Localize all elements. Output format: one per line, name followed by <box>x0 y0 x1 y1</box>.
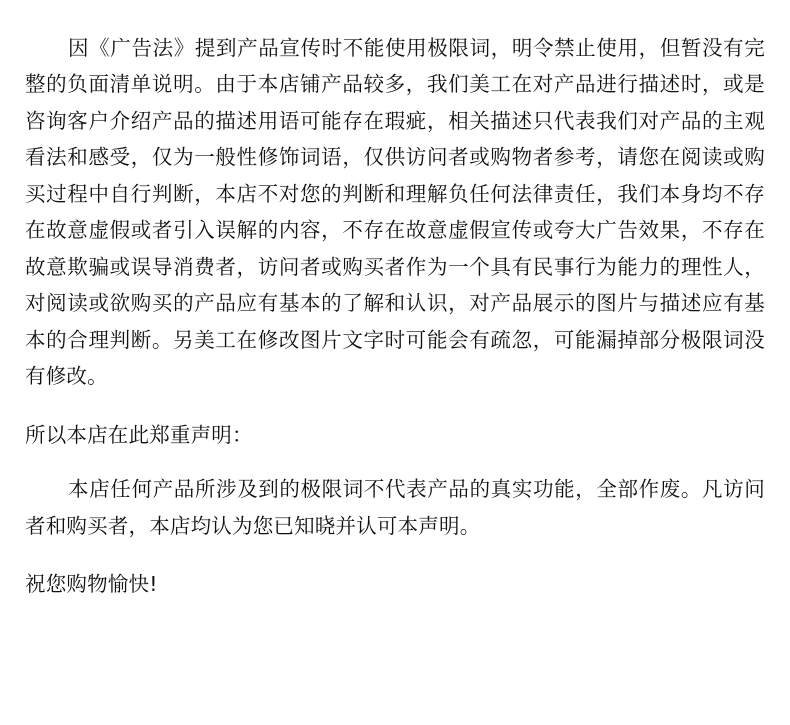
paragraph-statement-heading: 所以本店在此郑重声明： <box>25 422 253 447</box>
paragraph-statement-body: 本店任何产品所涉及到的极限词不代表产品的真实功能，全部作废。凡访问者和购买者，本店均认为您已知晓并认可本声明。 <box>25 477 765 538</box>
paragraph-closing-line: 祝您购物愉快! <box>25 572 158 597</box>
document-body <box>25 30 765 603</box>
paragraph-disclaimer-body: 因《广告法》提到产品宣传时不能使用极限词，明令禁止使用，但暂没有完整的负面清单说明。由于本店铺产品较多，我们美工在对产品进行描述时，或是咨询客户介绍产品的描述用语可能存在瑕疵，相关描述只代表我们对产品的主观看法和感受，仅为一般性修饰词语，仅供访问者或购物者参考，请您在阅读或购买过程中自行判断，本店不对您的判断和理解负任何法律责任，我们本身均不存在故意虚假或者引入误解的内容，不存在故意虚假宣传或夸大广告效果，不存在故意欺骗或误导消费者，访问者或购买者作为一个具有民事行为能力的理性人，对阅读或欲购买的产品应有基本的了解和认识，对产品展示的图片与描述应有基本的合理判断。另美工在修改图片文字时可能会有疏忽，可能漏掉部分极限词没有修改。 <box>25 36 765 389</box>
